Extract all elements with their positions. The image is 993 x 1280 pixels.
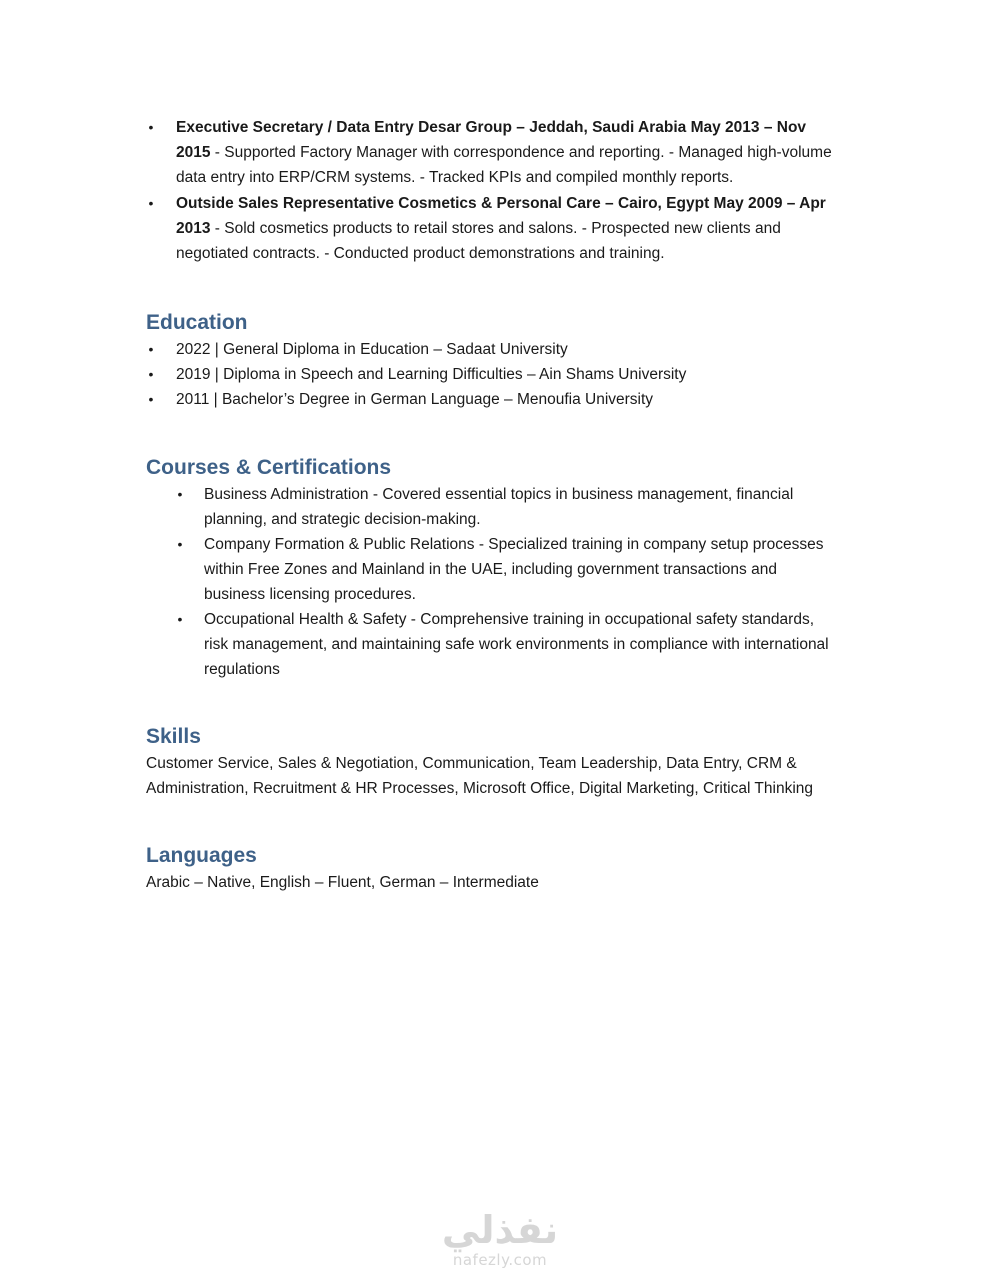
job-title: Outside Sales Representative Cosmetics & Personal Care – Cairo, Egypt May 2009 – Apr 2013: [176, 195, 826, 237]
course-item-text: Business Administration - Covered essential topics in business management, financial planning, and strategic decision-making.: [204, 486, 794, 528]
course-item: [146, 607, 836, 682]
bullet-icon: •: [177, 536, 183, 552]
bullet-icon: •: [148, 195, 154, 211]
experience-item: [146, 191, 836, 266]
bullet-icon: •: [148, 341, 154, 357]
course-item: [146, 482, 836, 532]
nafezly-watermark: [400, 1208, 600, 1268]
job-description: - Sold cosmetics products to retail stores and salons. - Prospected new clients and negotiated contracts. - Conducted product demonstrations and training.: [176, 220, 781, 262]
course-item-text: Company Formation & Public Relations - Specialized training in company setup processes within Free Zones and Mainland in the UAE, including government transactions and business licensing procedures.: [204, 536, 824, 603]
education-heading: Education: [146, 311, 248, 334]
courses-list: [146, 482, 836, 682]
bullet-icon: •: [148, 366, 154, 382]
experience-item: [146, 115, 836, 190]
education-item-text: 2011 | Bachelor’s Degree in German Language – Menoufia University: [176, 391, 654, 408]
watermark-arabic-logo: نفذلي: [441, 1208, 559, 1252]
courses-heading: Courses & Certifications: [146, 456, 392, 479]
skills-heading: Skills: [146, 725, 201, 748]
languages-heading: Languages: [146, 844, 257, 867]
bullet-icon: •: [148, 119, 154, 135]
education-item-text: 2019 | Diploma in Speech and Learning Difficulties – Ain Shams University: [176, 366, 687, 383]
education-item: [146, 387, 836, 412]
experience-list: [146, 115, 836, 266]
course-item-text: Occupational Health & Safety - Comprehensive training in occupational safety standards, risk management, and maintaining safe work environments in compliance with international regulations: [204, 611, 829, 678]
job-title: Executive Secretary / Data Entry Desar Group – Jeddah, Saudi Arabia May 2013 – Nov 2015: [176, 119, 807, 161]
bullet-icon: •: [177, 486, 183, 502]
bullet-icon: •: [148, 391, 154, 407]
course-item: [146, 532, 836, 607]
bullet-icon: •: [177, 611, 183, 627]
education-list: [146, 337, 836, 412]
education-item: [146, 337, 836, 362]
languages-text: Arabic – Native, English – Fluent, German – Intermediate: [146, 874, 539, 891]
skills-text: Customer Service, Sales & Negotiation, Communication, Team Leadership, Data Entry, CRM & Administration, Recruitment & HR Processes, Microsoft Office, Digital Marketing, Critical Thinking: [146, 755, 814, 797]
watermark-url: nafezly.com: [452, 1251, 548, 1269]
resume-content: [146, 115, 836, 895]
job-description: - Supported Factory Manager with correspondence and reporting. - Managed high-volume data entry into ERP/CRM systems. - Tracked KPIs and compiled monthly reports.: [176, 144, 832, 186]
education-item-text: 2022 | General Diploma in Education – Sadaat University: [176, 341, 568, 358]
education-item: [146, 362, 836, 387]
